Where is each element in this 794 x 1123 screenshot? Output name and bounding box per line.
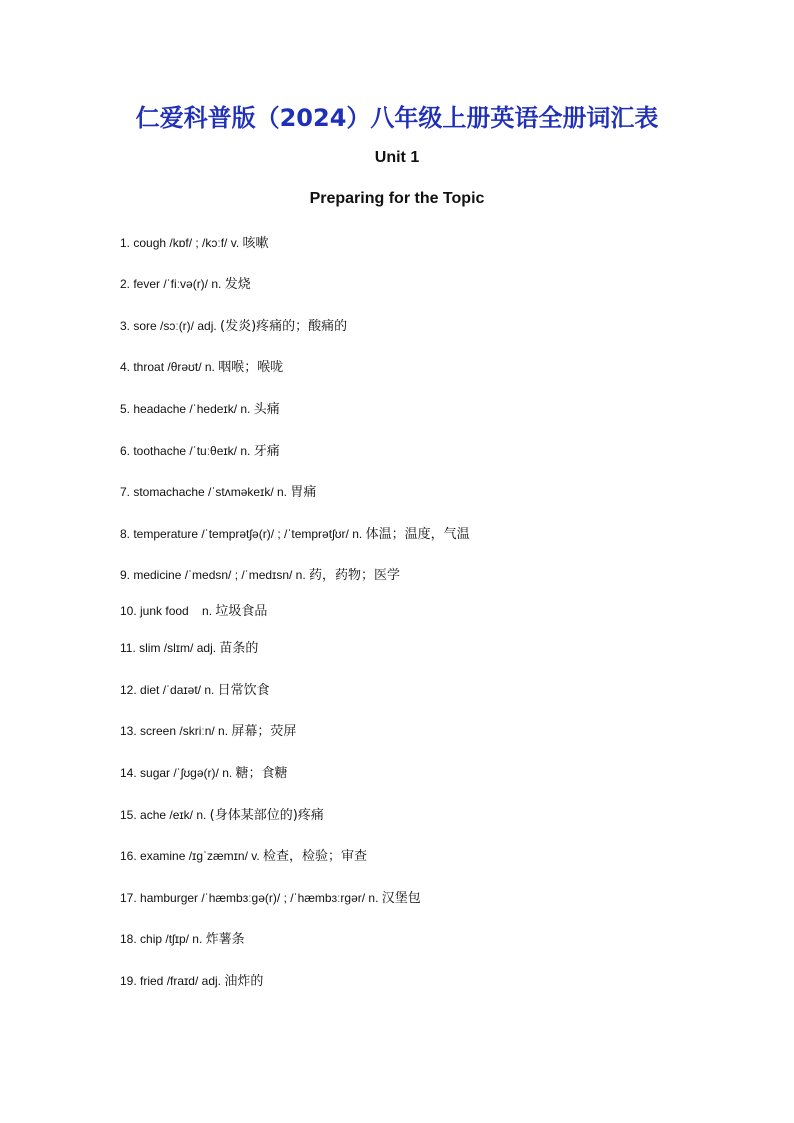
entry-english: 13. screen /skriːn/ n. [120, 724, 232, 738]
unit-heading: Unit 1 [374, 149, 420, 166]
vocabulary-entry [120, 358, 283, 377]
vocabulary-entry [120, 317, 347, 336]
vocabulary-entry [120, 930, 245, 949]
vocabulary-entry [120, 889, 421, 908]
entry-english: 19. fried /fraɪd/ adj. [120, 974, 225, 988]
entry-english: 11. slim /slɪm/ adj. [120, 641, 220, 655]
entry-english: 17. hamburger /ˈhæmbɜːɡə(r)/ ; /ˈhæmbɜːrɡər/ n. [120, 891, 382, 905]
entry-chinese: 屏幕；荧屏 [231, 724, 297, 739]
vocabulary-entry [120, 234, 269, 253]
entry-chinese: 汉堡包 [381, 891, 421, 906]
vocabulary-entry [120, 847, 367, 866]
entry-chinese: 咳嗽 [242, 236, 269, 251]
entry-chinese: 牙痛 [253, 444, 280, 459]
vocabulary-entry [120, 972, 263, 991]
vocabulary-entry [120, 722, 296, 741]
entry-chinese: 头痛 [253, 402, 280, 417]
entry-english: 9. medicine /ˈmedsn/ ; /ˈmedɪsn/ n. [120, 568, 310, 582]
vocabulary-entry [120, 275, 251, 294]
vocabulary-entry [120, 442, 280, 461]
entry-chinese: 发烧 [224, 277, 251, 292]
vocabulary-entry [120, 602, 267, 621]
entry-chinese: 检查，检验；审查 [263, 849, 368, 864]
entry-english: 8. temperature /ˈtemprətʃə(r)/ ; /ˈtemprətʃʊr/ n. [120, 527, 366, 541]
entry-chinese: 胃痛 [290, 485, 317, 500]
entry-chinese: 咽喉；喉咙 [218, 360, 284, 375]
entry-chinese: 苗条的 [219, 641, 259, 656]
entry-english: 2. fever /ˈfiːvə(r)/ n. [120, 277, 225, 291]
entry-chinese: 药，药物；医学 [309, 568, 401, 583]
entry-english: 18. chip /tʃɪp/ n. [120, 932, 206, 946]
vocabulary-entry [120, 639, 258, 658]
entry-english: 5. headache /ˈhedeɪk/ n. [120, 402, 254, 416]
vocabulary-entry [120, 681, 270, 700]
entry-chinese: 日常饮食 [217, 683, 270, 698]
vocabulary-entry [120, 483, 316, 502]
entry-chinese: (身体某部位的)疼痛 [209, 808, 324, 823]
entry-english: 1. cough /kɒf/ ; /kɔːf/ v. [120, 236, 243, 250]
entry-english: 12. diet /ˈdaɪət/ n. [120, 683, 218, 697]
entry-english: 15. ache /eɪk/ n. [120, 808, 210, 822]
entry-english: 6. toothache /ˈtuːθeɪk/ n. [120, 444, 254, 458]
entry-english: 4. throat /θrəʊt/ n. [120, 360, 219, 374]
entry-chinese: 油炸的 [224, 974, 264, 989]
vocabulary-entry [120, 806, 324, 825]
entry-english: 7. stomachache /ˈstʌməkeɪk/ n. [120, 485, 291, 499]
document-title: 仁爱科普版（2024）八年级上册英语全册词汇表 [135, 104, 659, 132]
vocabulary-entry [120, 525, 470, 544]
entry-chinese: 垃圾食品 [215, 604, 268, 619]
entry-chinese: 体温；温度，气温 [365, 527, 470, 542]
entry-chinese: 糖；食糖 [235, 766, 288, 781]
entry-chinese: (发炎)疼痛的；酸痛的 [220, 319, 348, 334]
vocabulary-entry [120, 566, 400, 585]
section-heading: Preparing for the Topic [309, 190, 485, 207]
entry-english: 16. examine /ɪɡˈzæmɪn/ v. [120, 849, 264, 863]
entry-chinese: 炸薯条 [205, 932, 245, 947]
entry-english: 10. junk food n. [120, 604, 216, 618]
entry-english: 14. sugar /ˈʃʊɡə(r)/ n. [120, 766, 236, 780]
vocabulary-entry [120, 764, 288, 783]
entry-english: 3. sore /sɔː(r)/ adj. [120, 319, 221, 333]
vocabulary-entry [120, 400, 280, 419]
